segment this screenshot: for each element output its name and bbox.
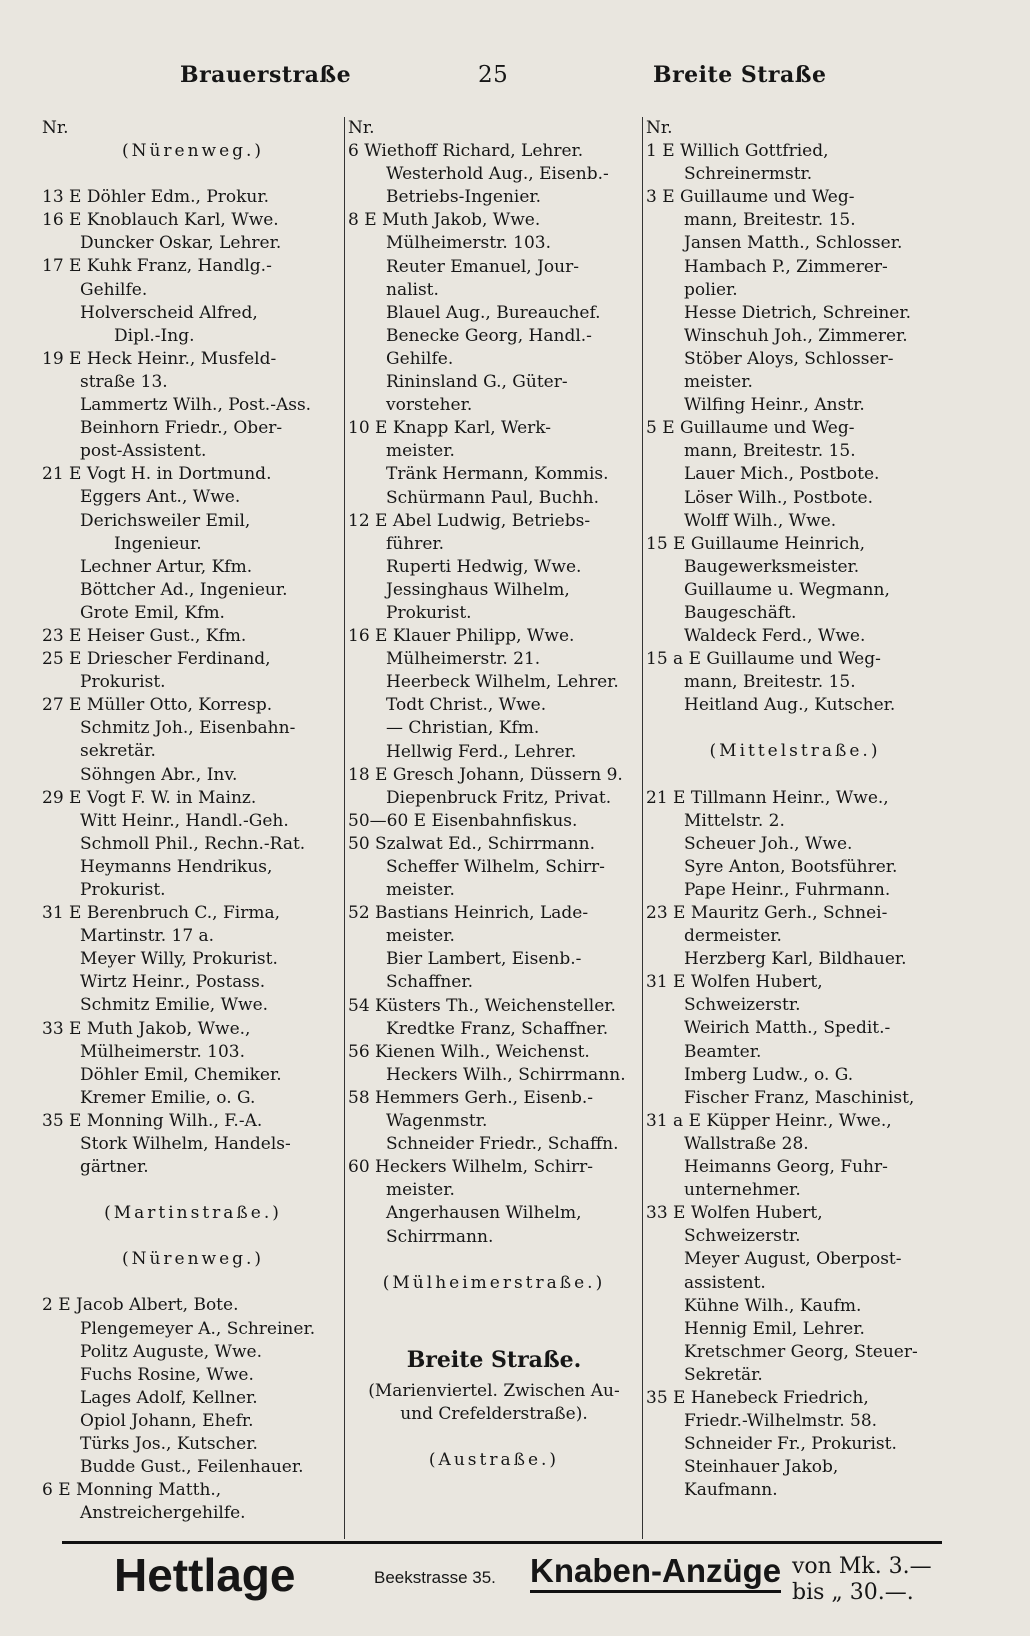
directory-entry-line: Wirtz Heinr., Postass. <box>80 972 266 993</box>
column-middle <box>348 117 640 1472</box>
directory-entry-line: Wolff Wilh., Wwe. <box>684 510 837 531</box>
directory-entry-line: Schmitz Joh., Eisenbahn- <box>80 718 296 739</box>
directory-entry-line: 52 Bastians Heinrich, Lade- <box>348 903 589 924</box>
directory-entry-line: 21 E Vogt H. in Dortmund. <box>42 464 272 485</box>
directory-entry-line: mann, Breitestr. 15. <box>684 672 856 693</box>
directory-entry-line: Bier Lambert, Eisenb.- <box>386 949 582 970</box>
column-left <box>42 117 344 1525</box>
directory-entry-line: Heerbeck Wilhelm, Lehrer. <box>386 672 619 693</box>
directory-entry-line: 35 E Monning Wilh., F.-A. <box>42 1110 263 1131</box>
directory-entry-line: Grote Emil, Kfm. <box>80 602 225 623</box>
directory-entry-line: Sekretär. <box>684 1364 763 1385</box>
directory-entry-line: Holverscheid Alfred, <box>80 302 258 323</box>
directory-entry-line: gärtner. <box>80 1157 149 1178</box>
directory-entry-line: meister. <box>684 372 753 393</box>
directory-entry-line: 12 E Abel Ludwig, Betriebs- <box>348 510 591 531</box>
directory-entry-line: Plengemeyer A., Schreiner. <box>80 1318 316 1339</box>
ad-brand: Hettlage <box>114 1549 296 1601</box>
directory-entry-line: Todt Christ., Wwe. <box>386 695 547 716</box>
column-divider <box>344 117 345 1539</box>
directory-entry-line: Lechner Artur, Kfm. <box>80 556 253 577</box>
spacer <box>646 717 944 740</box>
directory-entry-line: Löser Wilh., Postbote. <box>684 487 874 508</box>
section-heading: (Nürenweg.) <box>121 1249 265 1270</box>
directory-entry-line: Lauer Mich., Postbote. <box>684 464 880 485</box>
directory-entry-line: Wagenmstr. <box>386 1111 488 1132</box>
directory-entry-line: Stork Wilhelm, Handels- <box>80 1134 291 1155</box>
directory-entry-line: Herzberg Karl, Bildhauer. <box>684 949 907 970</box>
ad-price-from: von Mk. 3.— <box>792 1554 932 1579</box>
directory-entry-line: Kühne Wilh., Kaufm. <box>684 1295 862 1316</box>
ad-price-to: bis „ 30.—. <box>792 1580 914 1605</box>
directory-entry-line: Fischer Franz, Maschinist, <box>684 1087 915 1108</box>
directory-entry-line: Nr. <box>42 118 69 138</box>
spacer <box>348 1426 640 1449</box>
directory-entry-line: Jansen Matth., Schlosser. <box>684 233 903 254</box>
directory-entry-line: Schmitz Emilie, Wwe. <box>80 995 269 1016</box>
directory-entry-line: Mülheimerstr. 103. <box>80 1041 246 1062</box>
directory-entry-line: (Marienviertel. Zwischen Au- <box>368 1380 620 1401</box>
directory-entry-line: 33 E Wolfen Hubert, <box>646 1203 823 1224</box>
directory-entry-line: Hennig Emil, Lehrer. <box>684 1318 865 1339</box>
section-heading: (Nürenweg.) <box>121 141 265 162</box>
directory-entry-line: Politz Auguste, Wwe. <box>80 1341 263 1362</box>
directory-entry-line: Wilfing Heinr., Anstr. <box>684 395 865 416</box>
column-right <box>646 117 944 1502</box>
directory-entry-line: mann, Breitestr. 15. <box>684 210 856 231</box>
directory-entry-line: Betriebs-Ingenier. <box>386 187 542 208</box>
directory-entry-line: Ruperti Hedwig, Wwe. <box>386 556 582 577</box>
directory-entry-line: Schweizerstr. <box>684 995 801 1016</box>
directory-entry-line: assistent. <box>684 1272 766 1293</box>
directory-entry-line: 6 E Monning Matth., <box>42 1480 222 1501</box>
directory-entry-line: Friedr.-Wilhelmstr. 58. <box>684 1411 878 1432</box>
directory-entry-line: Prokurist. <box>80 672 166 693</box>
directory-entry-line: führer. <box>386 533 445 554</box>
spacer <box>646 764 944 787</box>
directory-entry-line: 60 Heckers Wilhelm, Schirr- <box>348 1157 594 1178</box>
directory-entry-line: Derichsweiler Emil, <box>80 510 251 531</box>
directory-entry-line: Martinstr. 17 a. <box>80 926 215 947</box>
directory-entry-line: Ingenieur. <box>114 533 202 554</box>
directory-entry-line: Gehilfe. <box>386 348 454 369</box>
directory-entry-line: 33 E Muth Jakob, Wwe., <box>42 1018 251 1039</box>
directory-entry-line: straße 13. <box>80 371 168 392</box>
directory-entry-line: Weirich Matth., Spedit.- <box>684 1018 891 1039</box>
directory-entry-line: 13 E Döhler Edm., Prokur. <box>42 187 270 208</box>
page-number: 25 <box>478 62 509 88</box>
directory-entry-line: 29 E Vogt F. W. in Mainz. <box>42 787 257 808</box>
directory-entry-line: meister. <box>386 880 455 901</box>
directory-entry-line: 19 E Heck Heinr., Musfeld- <box>42 348 277 369</box>
spacer <box>42 1179 344 1202</box>
directory-entry-line: und Crefelderstraße). <box>400 1403 588 1424</box>
directory-entry-line: Scheuer Joh., Wwe. <box>684 833 853 854</box>
directory-entry-line: Heimanns Georg, Fuhr- <box>684 1157 888 1178</box>
directory-entry-line: Nr. <box>646 118 673 138</box>
directory-entry-line: meister. <box>386 441 455 462</box>
directory-entry-line: Heitland Aug., Kutscher. <box>684 695 896 716</box>
directory-entry-line: Hambach P., Zimmerer- <box>684 256 888 277</box>
directory-entry-line: meister. <box>386 1180 455 1201</box>
directory-entry-line: Prokurist. <box>386 602 472 623</box>
section-heading: (Austraße.) <box>428 1449 560 1470</box>
directory-entry-line: Schmoll Phil., Rechn.-Rat. <box>80 833 306 854</box>
directory-entry-line: Syre Anton, Bootsführer. <box>684 856 898 877</box>
directory-entry-line: 50 Szalwat Ed., Schirrmann. <box>348 833 595 854</box>
advertisement <box>62 1548 942 1628</box>
directory-entry-line: Döhler Emil, Chemiker. <box>80 1064 282 1085</box>
directory-entry-line: 17 E Kuhk Franz, Handlg.- <box>42 256 272 277</box>
directory-entry-line: Benecke Georg, Handl.- <box>386 325 592 346</box>
directory-entry-line: post-Assistent. <box>80 441 207 462</box>
directory-entry-line: Imberg Ludw., o. G. <box>684 1064 854 1085</box>
directory-entry-line: Kredtke Franz, Schaffner. <box>386 1018 609 1039</box>
directory-entry-line: sekretär. <box>80 741 156 762</box>
directory-entry-line: — Christian, Kfm. <box>386 718 540 739</box>
directory-entry-line: meister. <box>386 926 455 947</box>
section-heading: (Mülheimerstraße.) <box>382 1272 606 1293</box>
directory-entry-line: Beamter. <box>684 1041 762 1062</box>
directory-entry-line: 8 E Muth Jakob, Wwe. <box>348 210 541 231</box>
directory-entry-line: vorsteher. <box>386 395 473 416</box>
directory-entry-line: 16 E Knoblauch Karl, Wwe. <box>42 210 279 231</box>
directory-entry-line: Heckers Wilh., Schirrmann. <box>386 1064 626 1085</box>
directory-entry-line: Blauel Aug., Bureauchef. <box>386 302 601 323</box>
directory-entry-line: Lammertz Wilh., Post.-Ass. <box>80 395 312 416</box>
directory-entry-line: 25 E Driescher Ferdinand, <box>42 649 271 670</box>
directory-entry-line: Söhngen Abr., Inv. <box>80 764 238 785</box>
directory-entry-line: Schreinermstr. <box>684 164 813 185</box>
directory-entry-line: Wallstraße 28. <box>684 1133 809 1154</box>
directory-entry-line: 27 E Müller Otto, Korresp. <box>42 695 273 716</box>
directory-entry-line: Meyer Willy, Prokurist. <box>80 949 278 970</box>
directory-entry-line: Schürmann Paul, Buchh. <box>386 487 600 508</box>
directory-entry-line: Duncker Oskar, Lehrer. <box>80 233 282 254</box>
directory-entry-line: 18 E Gresch Johann, Düssern 9. <box>348 764 623 785</box>
directory-entry-line: 1 E Willich Gottfried, <box>646 141 829 162</box>
spacer <box>348 1249 640 1272</box>
directory-entry-line: Böttcher Ad., Ingenieur. <box>80 579 288 600</box>
directory-entry-line: Kretschmer Georg, Steuer- <box>684 1341 918 1362</box>
directory-entry-line: Scheffer Wilhelm, Schirr- <box>386 857 605 877</box>
directory-entry-line: Fuchs Rosine, Wwe. <box>80 1364 254 1385</box>
directory-entry-line: nalist. <box>386 279 439 300</box>
directory-entry-line: Schneider Fr., Prokurist. <box>684 1434 897 1455</box>
directory-entry-line: Meyer August, Oberpost- <box>684 1249 902 1270</box>
directory-entry-line: Baugeschäft. <box>684 602 797 623</box>
header-right-street: Breite Straße <box>653 62 827 88</box>
directory-entry-line: 50—60 E Eisenbahnfiskus. <box>348 810 578 831</box>
directory-entry-line: 21 E Tillmann Heinr., Wwe., <box>646 787 889 808</box>
directory-entry-line: Steinhauer Jakob, <box>684 1457 839 1478</box>
directory-entry-line: Stöber Aloys, Schlosser- <box>684 348 894 369</box>
directory-entry-line: 31 E Berenbruch C., Firma, <box>42 903 280 924</box>
directory-entry-line: Prokurist. <box>80 880 166 900</box>
ad-product: Knaben-Anzüge <box>530 1552 781 1593</box>
directory-entry-line: Diepenbruck Fritz, Privat. <box>386 787 612 808</box>
directory-entry-line: 2 E Jacob Albert, Bote. <box>42 1295 239 1316</box>
directory-entry-line: 15 E Guillaume Heinrich, <box>646 533 866 554</box>
directory-entry-line: Waldeck Ferd., Wwe. <box>684 626 866 647</box>
directory-entry-line: Schirrmann. <box>386 1226 494 1247</box>
directory-entry-line: Angerhausen Wilhelm, <box>386 1203 582 1224</box>
directory-entry-line: 6 Wiethoff Richard, Lehrer. <box>348 141 584 162</box>
directory-entry-line: 3 E Guillaume und Weg- <box>646 187 855 208</box>
directory-entry-line: Witt Heinr., Handl.-Geh. <box>80 810 289 831</box>
directory-entry-line: Budde Gust., Feilenhauer. <box>80 1457 304 1478</box>
spacer <box>42 163 344 186</box>
directory-entry-line: 15 a E Guillaume und Weg- <box>646 649 881 670</box>
directory-entry-line: Mülheimerstr. 21. <box>386 649 541 670</box>
directory-entry-line: 16 E Klauer Philipp, Wwe. <box>348 626 575 647</box>
directory-entry-line: 10 E Knapp Karl, Werk- <box>348 418 552 439</box>
directory-entry-line: 23 E Heiser Gust., Kfm. <box>42 625 247 646</box>
directory-entry-line: 23 E Mauritz Gerh., Schnei- <box>646 903 888 923</box>
section-heading: (Mittelstraße.) <box>709 741 881 762</box>
directory-entry-line: Westerhold Aug., Eisenb.- <box>386 164 609 185</box>
spacer <box>42 1271 344 1294</box>
directory-entry-line: 56 Kienen Wilh., Weichenst. <box>348 1041 590 1062</box>
directory-entry-line: Winschuh Joh., Zimmerer. <box>684 325 908 346</box>
directory-entry-line: Anstreichergehilfe. <box>80 1503 246 1524</box>
directory-entry-line: Jessinghaus Wilhelm, <box>386 579 570 600</box>
directory-entry-line: Schweizerstr. <box>684 1226 801 1247</box>
directory-entry-line: Kaufmann. <box>684 1480 778 1501</box>
directory-entry-line: Guillaume u. Wegmann, <box>684 579 890 600</box>
directory-entry-line: Rininsland G., Güter- <box>386 372 568 393</box>
directory-entry-line: 31 a E Küpper Heinr., Wwe., <box>646 1110 892 1131</box>
directory-entry-line: Opiol Johann, Ehefr. <box>80 1410 254 1431</box>
directory-entry-line: Lages Adolf, Kellner. <box>80 1387 258 1408</box>
directory-entry-line: Mülheimerstr. 103. <box>386 233 552 254</box>
directory-entry-line: 31 E Wolfen Hubert, <box>646 972 823 993</box>
directory-entry-line: Tränk Hermann, Kommis. <box>386 464 609 485</box>
header-left-street: Brauerstraße <box>180 62 352 88</box>
column-divider <box>642 117 643 1539</box>
directory-entry-line: Reuter Emanuel, Jour- <box>386 256 579 277</box>
directory-entry-line: Kremer Emilie, o. G. <box>80 1087 256 1108</box>
directory-entry-line: Schneider Friedr., Schaffn. <box>386 1134 619 1155</box>
directory-entry-line: Mittelstr. 2. <box>684 810 785 831</box>
directory-entry-line: 35 E Hanebeck Friedrich, <box>646 1387 869 1408</box>
directory-entry-line: mann, Breitestr. 15. <box>684 441 856 462</box>
ad-address: Beekstrasse 35. <box>374 1568 496 1587</box>
ad-price <box>792 1554 932 1606</box>
directory-entry-line: Beinhorn Friedr., Ober- <box>80 418 283 439</box>
directory-entry-line: 5 E Guillaume und Weg- <box>646 418 855 439</box>
directory-entry-line: unternehmer. <box>684 1180 801 1201</box>
directory-entry-line: Hellwig Ferd., Lehrer. <box>386 741 577 762</box>
spacer <box>42 1225 344 1248</box>
directory-entry-line: Schaffner. <box>386 972 474 993</box>
directory-entry-line: Eggers Ant., Wwe. <box>80 487 241 508</box>
directory-entry-line: Nr. <box>348 118 375 138</box>
directory-entry-line: 54 Küsters Th., Weichensteller. <box>348 995 616 1016</box>
section-heading: Breite Straße. <box>406 1348 582 1372</box>
directory-entry-line: Hesse Dietrich, Schreiner. <box>684 302 912 323</box>
directory-entry-line: polier. <box>684 279 738 300</box>
directory-entry-line: Türks Jos., Kutscher. <box>80 1433 258 1454</box>
directory-entry-line: Heymanns Hendrikus, <box>80 856 273 877</box>
spacer <box>348 1295 640 1341</box>
directory-entry-line: Gehilfe. <box>80 279 148 300</box>
footer-rule <box>62 1541 942 1544</box>
directory-entry-line: 58 Hemmers Gerh., Eisenb.- <box>348 1087 594 1108</box>
directory-entry-line: dermeister. <box>684 926 782 947</box>
section-heading: (Martinstraße.) <box>104 1203 282 1224</box>
directory-entry-line: Pape Heinr., Fuhrmann. <box>684 879 891 900</box>
directory-entry-line: Dipl.-Ing. <box>114 325 195 346</box>
directory-entry-line: Baugewerksmeister. <box>684 556 860 577</box>
